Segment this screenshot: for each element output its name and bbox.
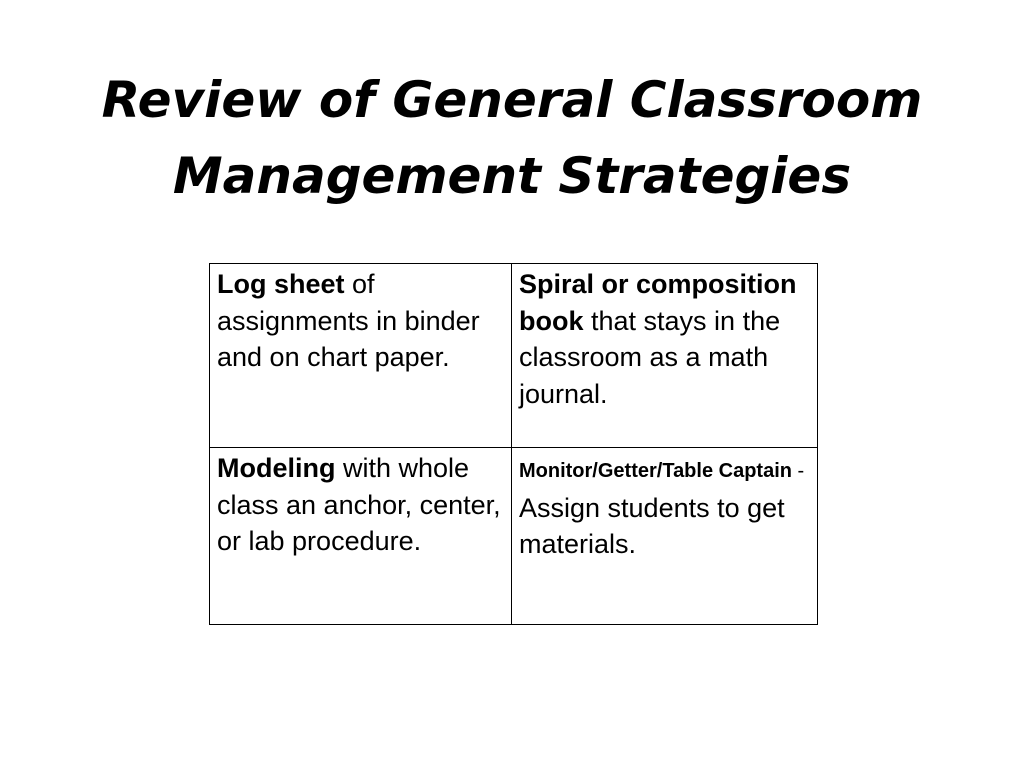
- cell-text: [519, 450, 811, 563]
- cell-bold-term: Monitor/Getter/Table Captain: [519, 460, 792, 482]
- cell-description: of assignments in binder and on chart paper.: [217, 269, 480, 372]
- cell-description: that stays in the classroom as a math journal.: [519, 305, 781, 409]
- cell-text: [217, 266, 505, 376]
- cell-log-sheet: [210, 264, 512, 448]
- table-row: [210, 448, 818, 625]
- cell-text: [519, 266, 811, 412]
- table-row: [210, 264, 818, 448]
- cell-composition-book: [512, 264, 818, 448]
- cell-separator: -: [791, 460, 805, 482]
- cell-description: with whole class an anchor, center, or lab procedure.: [217, 453, 501, 556]
- cell-description: Assign students to get materials.: [519, 492, 785, 559]
- cell-bold-term: Log sheet: [217, 269, 345, 299]
- cell-text: [217, 450, 505, 560]
- cell-bold-term: Spiral or composition book: [519, 269, 797, 336]
- cell-bold-term: Modeling: [217, 453, 336, 483]
- title-line-2: Management Strategies: [172, 147, 852, 205]
- cell-monitor-getter: [512, 448, 818, 625]
- strategies-table: [209, 263, 818, 625]
- title-line-1: Review of General Classroom: [101, 71, 923, 129]
- cell-modeling: [210, 448, 512, 625]
- slide-title: [40, 62, 984, 214]
